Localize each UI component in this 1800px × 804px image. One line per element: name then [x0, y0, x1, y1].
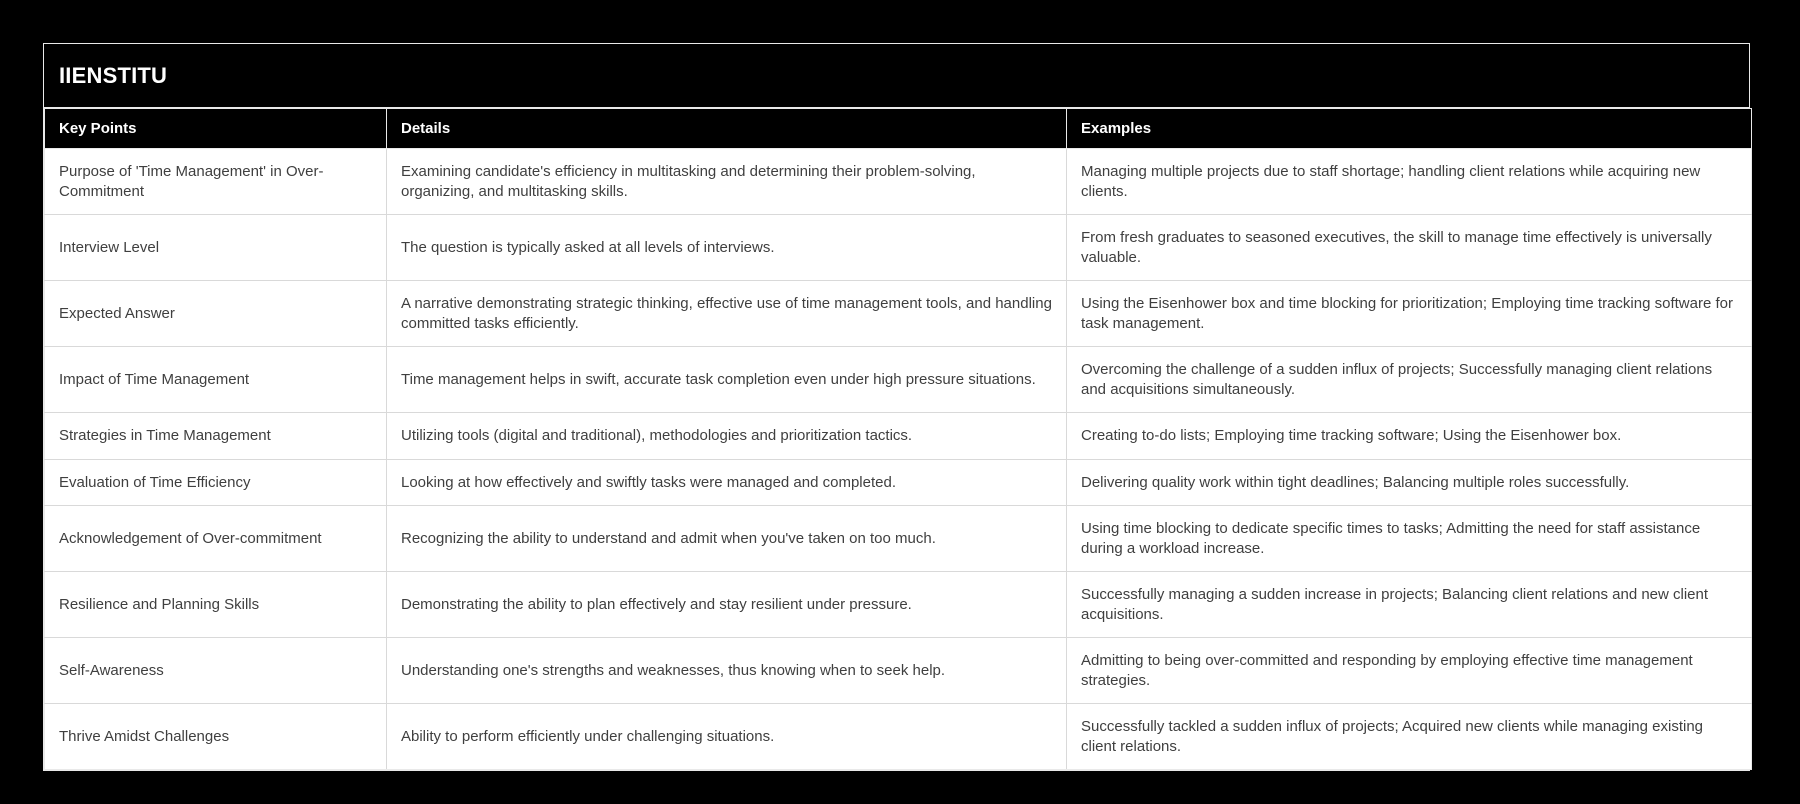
cell-key-point: Resilience and Planning Skills [45, 572, 387, 638]
page-title: IIENSTITU [59, 62, 168, 88]
column-header-key-points: Key Points [45, 109, 387, 149]
card-title-bar [44, 44, 1749, 108]
cell-details: Utilizing tools (digital and traditional), methodologies and prioritization tactics. [387, 413, 1067, 460]
table-row [45, 413, 1752, 460]
table-header-row [45, 109, 1752, 149]
cell-details: Recognizing the ability to understand and admit when you've taken on too much. [387, 506, 1067, 572]
cell-examples: Delivering quality work within tight deadlines; Balancing multiple roles successfully. [1067, 459, 1752, 506]
cell-key-point: Self-Awareness [45, 638, 387, 704]
table-row [45, 572, 1752, 638]
column-header-examples: Examples [1067, 109, 1752, 149]
cell-examples: Creating to-do lists; Employing time tracking software; Using the Eisenhower box. [1067, 413, 1752, 460]
cell-key-point: Impact of Time Management [45, 347, 387, 413]
table-row [45, 459, 1752, 506]
cell-details: Time management helps in swift, accurate task completion even under high pressure situations. [387, 347, 1067, 413]
cell-examples: Successfully tackled a sudden influx of projects; Acquired new clients while managing existing client relations. [1067, 704, 1752, 770]
column-header-details: Details [387, 109, 1067, 149]
cell-key-point: Thrive Amidst Challenges [45, 704, 387, 770]
cell-key-point: Expected Answer [45, 281, 387, 347]
cell-examples: Using time blocking to dedicate specific times to tasks; Admitting the need for staff assistance during a workload increase. [1067, 506, 1752, 572]
table-row [45, 149, 1752, 215]
table-header [45, 109, 1752, 149]
cell-details: The question is typically asked at all levels of interviews. [387, 215, 1067, 281]
cell-examples: Successfully managing a sudden increase in projects; Balancing client relations and new client acquisitions. [1067, 572, 1752, 638]
table-row [45, 281, 1752, 347]
table-body [45, 149, 1752, 770]
cell-key-point: Strategies in Time Management [45, 413, 387, 460]
cell-examples: Managing multiple projects due to staff shortage; handling client relations while acquiring new clients. [1067, 149, 1752, 215]
key-points-table [44, 108, 1752, 770]
table-row [45, 704, 1752, 770]
cell-details: Understanding one's strengths and weaknesses, thus knowing when to seek help. [387, 638, 1067, 704]
cell-details: Demonstrating the ability to plan effectively and stay resilient under pressure. [387, 572, 1067, 638]
cell-examples: Using the Eisenhower box and time blocking for prioritization; Employing time tracking software for task management. [1067, 281, 1752, 347]
table-row [45, 638, 1752, 704]
cell-key-point: Purpose of 'Time Management' in Over-Commitment [45, 149, 387, 215]
cell-details: A narrative demonstrating strategic thinking, effective use of time management tools, and handling committed tasks efficiently. [387, 281, 1067, 347]
cell-key-point: Acknowledgement of Over-commitment [45, 506, 387, 572]
cell-details: Ability to perform efficiently under challenging situations. [387, 704, 1067, 770]
table-row [45, 347, 1752, 413]
cell-details: Looking at how effectively and swiftly tasks were managed and completed. [387, 459, 1067, 506]
cell-details: Examining candidate's efficiency in multitasking and determining their problem-solving, organizing, and multitasking skills. [387, 149, 1067, 215]
cell-examples: Admitting to being over-committed and responding by employing effective time management strategies. [1067, 638, 1752, 704]
cell-examples: Overcoming the challenge of a sudden influx of projects; Successfully managing client relations and acquisitions simultaneously. [1067, 347, 1752, 413]
table-row [45, 506, 1752, 572]
cell-examples: From fresh graduates to seasoned executives, the skill to manage time effectively is universally valuable. [1067, 215, 1752, 281]
content-card [43, 43, 1750, 771]
cell-key-point: Evaluation of Time Efficiency [45, 459, 387, 506]
table-row [45, 215, 1752, 281]
cell-key-point: Interview Level [45, 215, 387, 281]
